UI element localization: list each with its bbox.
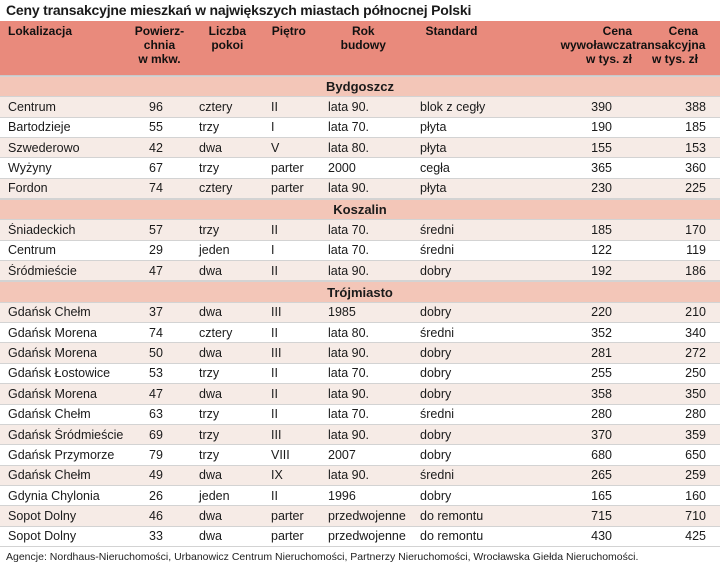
cell-pietro: II xyxy=(271,366,278,381)
cell-cena-wywolawcza: 365 xyxy=(591,161,612,176)
cell-standard: do remontu xyxy=(420,529,484,544)
cell-pietro: III xyxy=(271,427,282,442)
cell-pietro: II xyxy=(271,325,278,340)
cell-powierzchnia: 79 xyxy=(149,447,163,462)
cell-cena-wywolawcza: 190 xyxy=(591,120,612,135)
cell-standard: dobry xyxy=(420,346,452,361)
cell-pietro: I xyxy=(271,120,275,135)
cell-powierzchnia: 96 xyxy=(149,100,163,115)
cell-lokalizacja: Gdańsk Łostowice xyxy=(8,366,111,381)
header-cena-wywolawcza xyxy=(522,21,632,66)
table-title: Ceny transakcyjne mieszkań w największych miastach północnej Polski xyxy=(6,2,472,18)
cell-liczba-pokoi: dwa xyxy=(199,263,222,278)
cell-powierzchnia: 42 xyxy=(149,140,163,155)
cell-rok-budowy: lata 70. xyxy=(328,243,370,258)
cell-powierzchnia: 50 xyxy=(149,346,163,361)
header-lokalizacja xyxy=(0,21,124,38)
group-header: Trójmiasto xyxy=(0,281,720,302)
table-row xyxy=(0,384,720,404)
header-pietro xyxy=(260,21,315,38)
cell-lokalizacja: Fordon xyxy=(8,181,48,196)
table-row xyxy=(0,466,720,486)
cell-cena-transakcyjna: 340 xyxy=(685,325,706,340)
cell-rok-budowy: 2000 xyxy=(328,161,356,176)
cell-cena-transakcyjna: 210 xyxy=(685,305,706,320)
header-powierzchnia-line2: chnia xyxy=(143,38,176,52)
cell-liczba-pokoi: jeden xyxy=(199,488,230,503)
cell-cena-wywolawcza: 280 xyxy=(591,407,612,422)
cell-standard: dobry xyxy=(420,305,452,320)
cell-liczba-pokoi: dwa xyxy=(199,386,222,401)
cell-cena-wywolawcza: 230 xyxy=(591,181,612,196)
cell-powierzchnia: 33 xyxy=(149,529,163,544)
cell-rok-budowy: lata 70. xyxy=(328,120,370,135)
cell-powierzchnia: 29 xyxy=(149,243,163,258)
cell-standard: cegła xyxy=(420,161,450,176)
cell-pietro: parter xyxy=(271,181,304,196)
cell-rok-budowy: lata 90. xyxy=(328,263,370,278)
table-row xyxy=(0,241,720,261)
table-body xyxy=(0,76,720,547)
cell-pietro: III xyxy=(271,346,282,361)
cell-lokalizacja: Centrum xyxy=(8,243,56,258)
cell-standard: do remontu xyxy=(420,508,484,523)
cell-cena-transakcyjna: 185 xyxy=(685,120,706,135)
cell-rok-budowy: 1985 xyxy=(328,305,356,320)
cell-pietro: II xyxy=(271,488,278,503)
cell-liczba-pokoi: cztery xyxy=(199,325,233,340)
cell-liczba-pokoi: trzy xyxy=(199,161,220,176)
cell-standard: średni xyxy=(420,243,455,258)
cell-rok-budowy: lata 70. xyxy=(328,366,370,381)
cell-pietro: I xyxy=(271,243,275,258)
cell-liczba-pokoi: cztery xyxy=(199,181,233,196)
cell-cena-wywolawcza: 680 xyxy=(591,447,612,462)
cell-lokalizacja: Gdańsk Morena xyxy=(8,346,97,361)
table-row xyxy=(0,179,720,199)
cell-rok-budowy: lata 70. xyxy=(328,223,370,238)
cell-powierzchnia: 69 xyxy=(149,427,163,442)
cell-cena-transakcyjna: 388 xyxy=(685,100,706,115)
cell-standard: płyta xyxy=(420,120,447,135)
cell-cena-wywolawcza: 281 xyxy=(591,346,612,361)
cell-pietro: V xyxy=(271,140,280,155)
cell-rok-budowy: lata 90. xyxy=(328,346,370,361)
cell-powierzchnia: 37 xyxy=(149,305,163,320)
table-row xyxy=(0,138,720,158)
cell-rok-budowy: lata 90. xyxy=(328,427,370,442)
cell-liczba-pokoi: dwa xyxy=(199,468,222,483)
group-header: Bydgoszcz xyxy=(0,76,720,97)
cell-pietro: III xyxy=(271,305,282,320)
cell-standard: dobry xyxy=(420,263,452,278)
cell-standard: dobry xyxy=(420,386,452,401)
table-row xyxy=(0,405,720,425)
table-row xyxy=(0,303,720,323)
table-row xyxy=(0,323,720,343)
cell-cena-transakcyjna: 360 xyxy=(685,161,706,176)
cell-powierzchnia: 47 xyxy=(149,263,163,278)
header-wyw-line2: wywoławcza xyxy=(560,38,633,52)
cell-powierzchnia: 74 xyxy=(149,325,163,340)
cell-pietro: parter xyxy=(271,508,304,523)
cell-lokalizacja: Gdańsk Śródmieście xyxy=(8,427,124,442)
table-row xyxy=(0,261,720,281)
cell-cena-transakcyjna: 272 xyxy=(685,346,706,361)
cell-cena-transakcyjna: 425 xyxy=(685,529,706,544)
cell-liczba-pokoi: dwa xyxy=(199,305,222,320)
cell-cena-transakcyjna: 250 xyxy=(685,366,706,381)
cell-cena-wywolawcza: 220 xyxy=(591,305,612,320)
cell-powierzchnia: 53 xyxy=(149,366,163,381)
cell-lokalizacja: Gdańsk Chełm xyxy=(8,407,91,422)
cell-cena-wywolawcza: 715 xyxy=(591,508,612,523)
cell-cena-wywolawcza: 122 xyxy=(591,243,612,258)
cell-pietro: VIII xyxy=(271,447,290,462)
cell-lokalizacja: Gdynia Chylonia xyxy=(8,488,100,503)
cell-liczba-pokoi: trzy xyxy=(199,427,220,442)
cell-cena-transakcyjna: 350 xyxy=(685,386,706,401)
header-standard xyxy=(411,21,521,38)
cell-cena-wywolawcza: 390 xyxy=(591,100,612,115)
cell-pietro: II xyxy=(271,223,278,238)
cell-cena-wywolawcza: 358 xyxy=(591,386,612,401)
cell-standard: płyta xyxy=(420,181,447,196)
cell-powierzchnia: 49 xyxy=(149,468,163,483)
cell-rok-budowy: lata 90. xyxy=(328,181,370,196)
cell-cena-wywolawcza: 165 xyxy=(591,488,612,503)
header-cena-transakcyjna xyxy=(632,21,720,66)
price-table xyxy=(0,21,720,547)
header-pietro-label: Piętro xyxy=(271,24,306,38)
cell-liczba-pokoi: trzy xyxy=(199,366,220,381)
cell-cena-wywolawcza: 430 xyxy=(591,529,612,544)
cell-standard: dobry xyxy=(420,488,452,503)
cell-lokalizacja: Bartodzieje xyxy=(8,120,71,135)
cell-powierzchnia: 63 xyxy=(149,407,163,422)
cell-lokalizacja: Szwederowo xyxy=(8,140,80,155)
cell-pietro: II xyxy=(271,263,278,278)
table-row xyxy=(0,158,720,178)
cell-pietro: II xyxy=(271,386,278,401)
cell-liczba-pokoi: trzy xyxy=(199,407,220,422)
cell-cena-transakcyjna: 650 xyxy=(685,447,706,462)
table-row xyxy=(0,527,720,547)
header-tra-line3: w tys. zł xyxy=(652,52,699,66)
cell-rok-budowy: lata 80. xyxy=(328,325,370,340)
header-lokalizacja-label: Lokalizacja xyxy=(8,24,73,38)
cell-powierzchnia: 57 xyxy=(149,223,163,238)
cell-powierzchnia: 47 xyxy=(149,386,163,401)
cell-lokalizacja: Wyżyny xyxy=(8,161,52,176)
cell-cena-transakcyjna: 710 xyxy=(685,508,706,523)
cell-powierzchnia: 55 xyxy=(149,120,163,135)
table-row xyxy=(0,425,720,445)
header-powierzchnia-line3: w mkw. xyxy=(138,52,181,66)
cell-liczba-pokoi: dwa xyxy=(199,140,222,155)
cell-pietro: parter xyxy=(271,529,304,544)
cell-rok-budowy: lata 70. xyxy=(328,407,370,422)
cell-pietro: parter xyxy=(271,161,304,176)
cell-standard: średni xyxy=(420,223,455,238)
cell-lokalizacja: Gdańsk Przymorze xyxy=(8,447,115,462)
cell-cena-wywolawcza: 370 xyxy=(591,427,612,442)
cell-cena-transakcyjna: 280 xyxy=(685,407,706,422)
cell-cena-transakcyjna: 170 xyxy=(685,223,706,238)
cell-cena-transakcyjna: 160 xyxy=(685,488,706,503)
table-row xyxy=(0,343,720,363)
header-powierzchnia-line1: Powierz- xyxy=(134,24,185,38)
cell-pietro: II xyxy=(271,407,278,422)
cell-rok-budowy: przedwojenne xyxy=(328,529,406,544)
cell-standard: średni xyxy=(420,407,455,422)
cell-powierzchnia: 26 xyxy=(149,488,163,503)
cell-cena-wywolawcza: 185 xyxy=(591,223,612,238)
table-row xyxy=(0,97,720,117)
cell-cena-transakcyjna: 119 xyxy=(686,243,706,258)
header-rok-budowy xyxy=(315,21,411,52)
table-row xyxy=(0,445,720,465)
header-liczba-line2: pokoi xyxy=(211,38,244,52)
cell-powierzchnia: 74 xyxy=(149,181,163,196)
cell-lokalizacja: Gdańsk Chełm xyxy=(8,305,91,320)
cell-cena-transakcyjna: 359 xyxy=(685,427,706,442)
cell-rok-budowy: lata 90. xyxy=(328,100,370,115)
header-rok-line1: Rok xyxy=(351,24,375,38)
cell-pietro: II xyxy=(271,100,278,115)
cell-standard: blok z cegły xyxy=(420,100,486,115)
cell-cena-transakcyjna: 153 xyxy=(685,140,706,155)
cell-rok-budowy: lata 90. xyxy=(328,468,370,483)
cell-cena-wywolawcza: 265 xyxy=(591,468,612,483)
header-rok-line2: budowy xyxy=(340,38,386,52)
cell-lokalizacja: Gdańsk Morena xyxy=(8,386,97,401)
header-wyw-line3: w tys. zł xyxy=(586,52,633,66)
cell-pietro: IX xyxy=(271,468,283,483)
cell-lokalizacja: Gdańsk Morena xyxy=(8,325,97,340)
cell-liczba-pokoi: trzy xyxy=(199,447,220,462)
cell-lokalizacja: Sopot Dolny xyxy=(8,508,77,523)
cell-standard: dobry xyxy=(420,427,452,442)
cell-standard: dobry xyxy=(420,366,452,381)
cell-liczba-pokoi: jeden xyxy=(199,243,230,258)
cell-standard: dobry xyxy=(420,447,452,462)
cell-liczba-pokoi: dwa xyxy=(199,529,222,544)
cell-standard: średni xyxy=(420,325,455,340)
cell-liczba-pokoi: trzy xyxy=(199,120,220,135)
table-row xyxy=(0,220,720,240)
table-header xyxy=(0,21,720,76)
cell-powierzchnia: 67 xyxy=(149,161,163,176)
table-row xyxy=(0,486,720,506)
sources-footnote: Agencje: Nordhaus-Nieruchomości, Urbanowicz Centrum Nieruchomości, Partnerzy Nieruchomości, Wrocławska Giełda Nieruchomości. xyxy=(6,551,639,563)
cell-cena-transakcyjna: 259 xyxy=(685,468,706,483)
cell-liczba-pokoi: dwa xyxy=(199,508,222,523)
cell-cena-wywolawcza: 192 xyxy=(591,263,612,278)
table-row xyxy=(0,118,720,138)
cell-standard: średni xyxy=(420,468,455,483)
header-liczba-line1: Liczba xyxy=(208,24,246,38)
header-powierzchnia xyxy=(124,21,195,66)
cell-powierzchnia: 46 xyxy=(149,508,163,523)
cell-lokalizacja: Centrum xyxy=(8,100,56,115)
cell-rok-budowy: 2007 xyxy=(328,447,356,462)
cell-cena-wywolawcza: 352 xyxy=(591,325,612,340)
cell-lokalizacja: Gdańsk Chełm xyxy=(8,468,91,483)
cell-rok-budowy: 1996 xyxy=(328,488,356,503)
cell-rok-budowy: lata 90. xyxy=(328,386,370,401)
cell-liczba-pokoi: cztery xyxy=(199,100,233,115)
cell-standard: płyta xyxy=(420,140,447,155)
cell-lokalizacja: Sopot Dolny xyxy=(8,529,77,544)
cell-cena-wywolawcza: 255 xyxy=(591,366,612,381)
cell-cena-wywolawcza: 155 xyxy=(591,140,612,155)
header-liczba-pokoi xyxy=(195,21,260,52)
group-header: Koszalin xyxy=(0,199,720,220)
header-wyw-line1: Cena xyxy=(602,24,633,38)
cell-lokalizacja: Śródmieście xyxy=(8,263,77,278)
header-tra-line2: transakcyjna xyxy=(632,38,706,52)
header-standard-label: Standard xyxy=(425,24,478,38)
cell-cena-transakcyjna: 186 xyxy=(685,263,706,278)
cell-rok-budowy: lata 80. xyxy=(328,140,370,155)
header-tra-line1: Cena xyxy=(668,24,699,38)
cell-liczba-pokoi: dwa xyxy=(199,346,222,361)
cell-liczba-pokoi: trzy xyxy=(199,223,220,238)
cell-rok-budowy: przedwojenne xyxy=(328,508,406,523)
table-row xyxy=(0,506,720,526)
cell-lokalizacja: Śniadeckich xyxy=(8,223,76,238)
cell-cena-transakcyjna: 225 xyxy=(685,181,706,196)
table-row xyxy=(0,364,720,384)
